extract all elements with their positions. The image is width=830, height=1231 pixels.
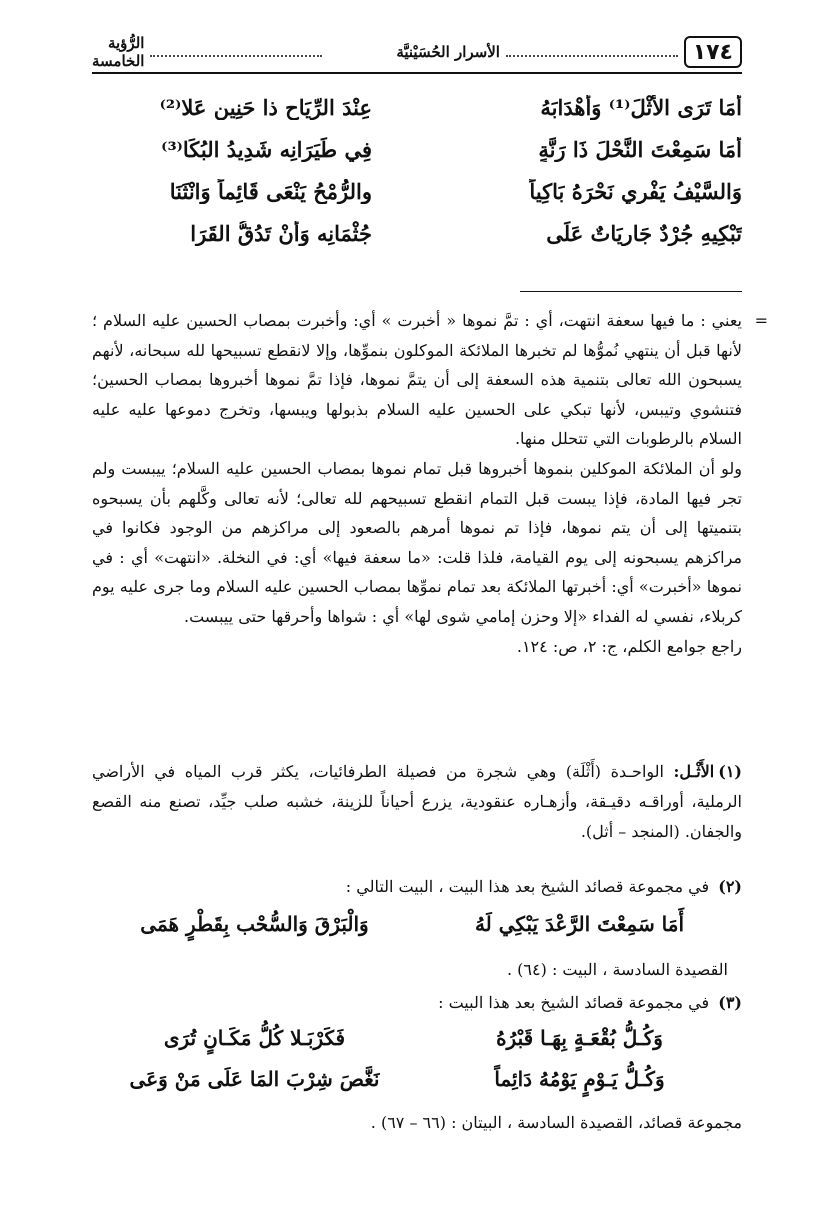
footnote-source: القصيدة السادسة ، البيت : (٦٤) . [507, 960, 728, 979]
poem-verse [92, 128, 742, 170]
poem [92, 86, 742, 254]
header-rule [92, 72, 742, 74]
verse-first-hemistich: وَكُـلُّ يَـوْمٍ يَوْمُهُ دَائِماً [494, 1067, 665, 1091]
poem-verse [92, 86, 742, 128]
poem-verse [92, 212, 742, 254]
footnote-text: الواحـدة (أَثْلَة) وهي شجرة من فصيلة الطرفائيات، يكثر قرب المياه في الأراضي الرملية، أوراقـه دقيـقة، وأزهـاره عنقودية، يزرع أحياناً للزينة، خشبه صلب جيِّد، تصنع منه القصع والجفان. (المنجد – أثل). [92, 762, 742, 841]
poem-verse [92, 170, 742, 212]
footnote-separator [520, 291, 742, 292]
header-dots [506, 55, 678, 57]
verse-second-hemistich: والرُّمْحُ يَنْعَى قَائِماً وَانْثَنَا [169, 178, 372, 204]
verse-first-hemistich: أَمَا سَمِعْتَ الرَّعْدَ يَبْكِي لَهُ [474, 912, 685, 936]
footnote-term: الأَثْـل: [673, 762, 715, 781]
commentary-paragraph: ولو أن الملائكة الموكلين بنموها أخبروها قبل تمام نموها بمصاب الحسين عليه السلام؛ ييبست ولم تجر فيها المادة، فإذا يبست قبل التمام انقطع تسبيحهم لله تعالى؛ لأنه تعالى وكَّلهم بأن يسبحوه بتنميتها إلى أن يتم نموها، فإذا تم نموها أمرهم بالصعود إلى مراكزهم من الوجود فكانوا في مراكزهم يسبحونه إلى يوم القيامة، فلذا قلت: «ما سعفة فيها» أي: في النخلة. «انتهت» أي : في نموها «أخبرت» أي: أخبرتها الملائكة بعد تمام نموِّها بمصاب الحسين عليه السلام وما جرى عليه يوم كربلاء، نفسي له الفداء «إلا وحزن إمامي شوى لها» أي : شواها وأحرقها حتى ييبست. [92, 458, 743, 626]
footnote-source: مجموعة قصائد، القصيدة السادسة ، البيتان : (٦٦ – ٦٧) . [370, 1113, 742, 1132]
verse-first-hemistich: أَمَا تَرَى الأَثْلَ⁽¹⁾ وَأَهْدَابَهُ [540, 94, 742, 120]
footnote-number: (١) [718, 762, 742, 781]
footnote-number: (٣) [718, 993, 742, 1012]
verse-second-hemistich: عِنْدَ الرِّيَاحِ ذا حَنِينٍ عَلا⁽²⁾ [159, 94, 372, 120]
chapter-title: الرُّؤية الخامسة [92, 34, 145, 70]
verse-first-hemistich: تَبْكِيهِ جُرْدٌ جَارِيَاتٌ عَلَى [546, 220, 742, 246]
page-header [92, 34, 742, 70]
footnote-verse [92, 912, 742, 936]
continuation-marker: = [754, 311, 768, 330]
commentary-reference: راجع جوامع الكلم، ج: ٢، ص: ١٢٤. [516, 636, 742, 656]
verse-second-hemistich: فِي طَيَرَانِه شَدِيدُ البُكَا⁽³⁾ [161, 136, 372, 162]
verse-first-hemistich: وَالسَّيْفُ يَفْرِي نَحْرَهُ بَاكِياً [529, 178, 742, 204]
page-number: ١٧٤ [684, 36, 742, 68]
verse-first-hemistich: وَكُـلُّ بُقْعَـةٍ بِهَـا قَبْرُهُ [496, 1026, 663, 1050]
footnote-text: في مجموعة قصائد الشيخ بعد هذا البيت : [438, 993, 710, 1012]
footnote-verse [92, 1067, 742, 1091]
verse-second-hemistich: جُثْمَانِه وَأَنْ تَدُقُّ القَرَا [190, 220, 372, 246]
commentary-paragraph: يعني : ما فيها سعفة انتهت، أي : تمَّ نموها « أخبرت » أي: وأخبرت بمصاب الحسين عليه السلام ؛ لأنها قبل أن ينتهي نُموُّها لم تخبرها الملائكة الموكلون بنموِّها، وإلا لانقطع تسبيحها لله سبحانه، لأنهم يسبحون الله تعالى بتنمية هذه السعفة إلى أن يتمَّ نموها، فإذا تمَّ نموها أخبروها بمصاب الحسين؛ فتنشوي وتيبس، لأنها تبكي على الحسين عليه السلام بذبولها ويبسها، وتخرج دموعها عليه عليه السلام بالرطوبات التي تتحلل منها. [92, 311, 742, 449]
footnote-3 [92, 988, 742, 1018]
footnote-2 [92, 872, 742, 902]
verse-second-hemistich: وَالْبَرْقَ وَالسُّحْب بِقَطْرٍ هَمَى [140, 912, 369, 936]
verse-second-hemistich: نَغَّصَ شِرْبَ المَا عَلَى مَنْ وَعَى [129, 1067, 380, 1091]
footnote-number: (٢) [718, 877, 742, 896]
footnote-1 [92, 757, 742, 847]
footnote-verse [92, 1026, 742, 1050]
book-title: الأسرار الحُسَيْنيَّة [396, 43, 500, 61]
commentary [92, 306, 768, 661]
verse-second-hemistich: فَكَرْبَـلا كُلُّ مَكَـانٍ تُرَى [163, 1026, 346, 1050]
header-dots [150, 55, 322, 57]
verse-first-hemistich: أَمَا سَمِعْتَ النَّحْلَ ذَا رَنَّةٍ [538, 136, 742, 162]
footnote-text: في مجموعة قصائد الشيخ بعد هذا البيت ، البيت التالي : [345, 877, 710, 896]
